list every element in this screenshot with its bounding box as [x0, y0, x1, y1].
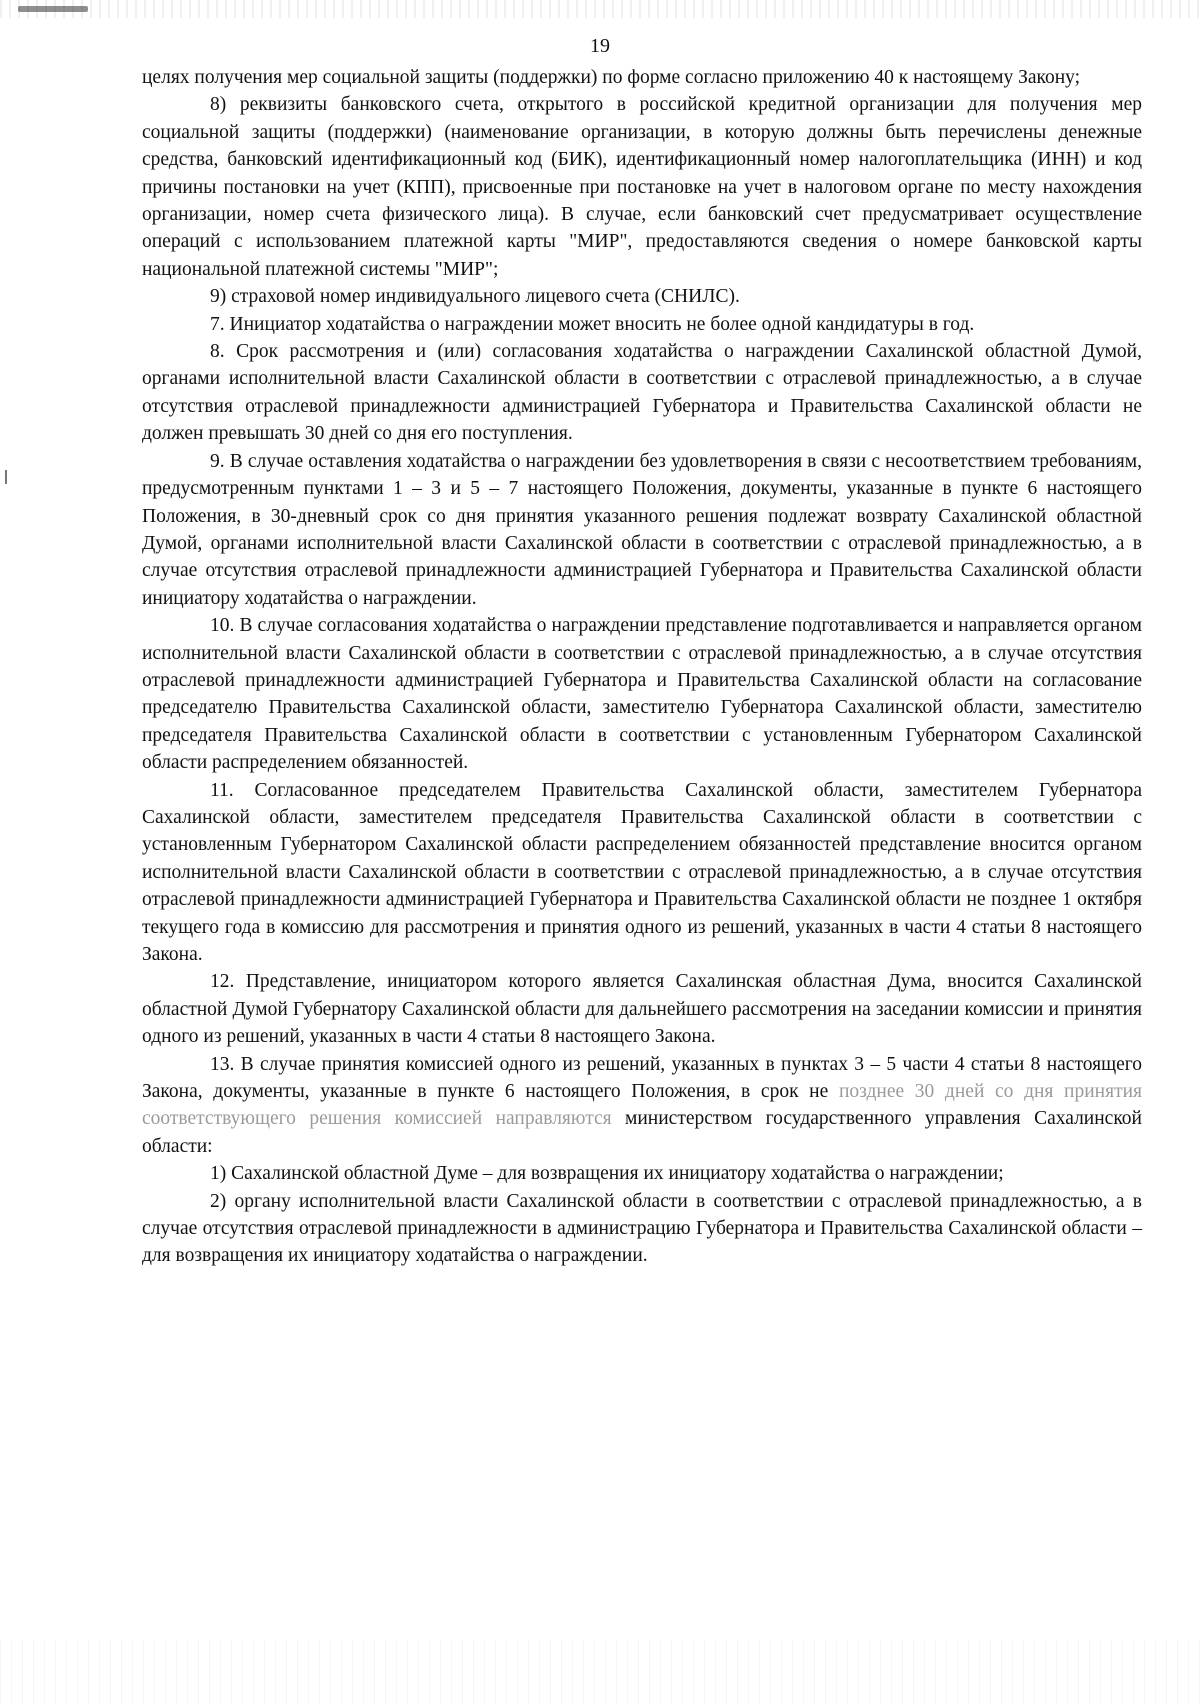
paragraph-clause-9: 9. В случае оставления ходатайства о награждении без удовлетворения в связи с несоответствием требованиям, предусмотренным пунктами 1 – 3 и 5 – 7 настоящего Положения, документы, указанные в пункте 6 настоящего Положения, в 30-дневный срок со дня принятия указанного решения подлежат возврату Сахалинской областной Думой, органами исполнительной власти Сахалинской области в соответствии с отраслевой принадлежностью, а в случае отсутствия отраслевой принадлежности администрацией Губернатора и Правительства Сахалинской области инициатору ходатайства о награждении. [142, 450, 1142, 609]
paragraph-clause-10: 10. В случае согласования ходатайства о награждении представление подготавливается и направляется органом исполнительной власти Сахалинской области в соответствии с отраслевой принадлежностью, а в случае отсутствия отраслевой принадлежности администрацией Губернатора и Правительства Сахалинской области на согласование председателю Правительства Сахалинской области, заместителю Губернатора Сахалинской области, заместителю председателя Правительства Сахалинской области в соответствии с установленным Губернатором Сахалинской области распределением обязанностей. [142, 615, 1142, 774]
paragraph-clause-12: 12. Представление, инициатором которого является Сахалинская областная Дума, вносится Сахалинской областной Думой Губернатору Сахалинской области для дальнейшего рассмотрения на заседании комиссии и принятия одного из решений, указанных в части 4 статьи 8 настоящего Закона. [142, 971, 1142, 1048]
clause-13-tail: министерством государственного управления Сахалинской области: [142, 1108, 1142, 1157]
paragraph-clause-8: 8. Срок рассмотрения и (или) согласования ходатайства о награждении Сахалинской областной Думой, органами исполнительной власти Сахалинской области в соответствии с отраслевой принадлежностью, а в случае отсутствия отраслевой принадлежности администрацией Губернатора и Правительства Сахалинской области не должен превышать 30 дней со дня его поступления. [142, 341, 1142, 445]
scan-artifact-tick [5, 470, 7, 484]
clause-13-faded-line: позднее 30 дней со дня принятия соответствующего решения комиссией направляются [142, 1081, 1142, 1130]
page-number: 19 [590, 35, 610, 57]
document-body [142, 64, 1142, 1270]
clause-13-text: 13. В случае принятия комиссией одного из решений, указанных в пунктах 3 – 5 части 4 статьи 8 настоящего Закона, документы, указанные в пункте 6 настоящего Положения, в срок не [142, 1053, 1142, 1103]
paragraph-continuation: целях получения мер социальной защиты (поддержки) по форме согласно приложению 40 к настоящему Закону; [142, 67, 1081, 88]
paragraph-clause-13 [142, 1051, 1142, 1161]
scan-noise-top [0, 0, 1200, 18]
scan-artifact-mark [18, 6, 88, 12]
paragraph-item-8: 8) реквизиты банковского счета, открытого в российской кредитной организации для получения мер социальной защиты (поддержки) (наименование организации, в которую должны быть перечислены денежные средства, банковский идентификационный код (БИК), идентификационный номер налогоплательщика (ИНН) и код причины постановки на учет (КПП), присвоенные при постановке на учет в налоговом органе по месту нахождения организации, номер счета физического лица). В случае, если банковский счет предусматривает осуществление операций с использованием платежной карты "МИР", предоставляются сведения о номере банковской карты национальной платежной системы "МИР"; [142, 94, 1142, 280]
paragraph-subitem-2: 2) органу исполнительной власти Сахалинской области в соответствии с отраслевой принадлежностью, а в случае отсутствия отраслевой принадлежности в администрацию Губернатора и Правительства Сахалинской области – для возвращения их инициатору ходатайства о награждении. [142, 1190, 1142, 1267]
paragraph-clause-11: 11. Согласованное председателем Правительства Сахалинской области, заместителем Губернатора Сахалинской области, заместителем председателя Правительства Сахалинской области в соответствии с установленным Губернатором Сахалинской области распределением обязанностей представление вносится органом исполнительной власти Сахалинской области в соответствии с отраслевой принадлежностью, а в случае отсутствия отраслевой принадлежности администрацией Губернатора и Правительства Сахалинской области не позднее 1 октября текущего года в комиссию для рассмотрения и принятия одного из решений, указанных в части 4 статьи 8 настоящего Закона. [142, 779, 1142, 965]
paragraph-subitem-1: 1) Сахалинской областной Думе – для возвращения их инициатору ходатайства о награждении; [210, 1163, 1004, 1185]
paragraph-clause-7: 7. Инициатор ходатайства о награждении может вносить не более одной кандидатуры в год. [210, 313, 975, 335]
paragraph-item-9: 9) страховой номер индивидуального лицевого счета (СНИЛС). [210, 286, 740, 308]
scan-noise-bottom [0, 1640, 1200, 1704]
